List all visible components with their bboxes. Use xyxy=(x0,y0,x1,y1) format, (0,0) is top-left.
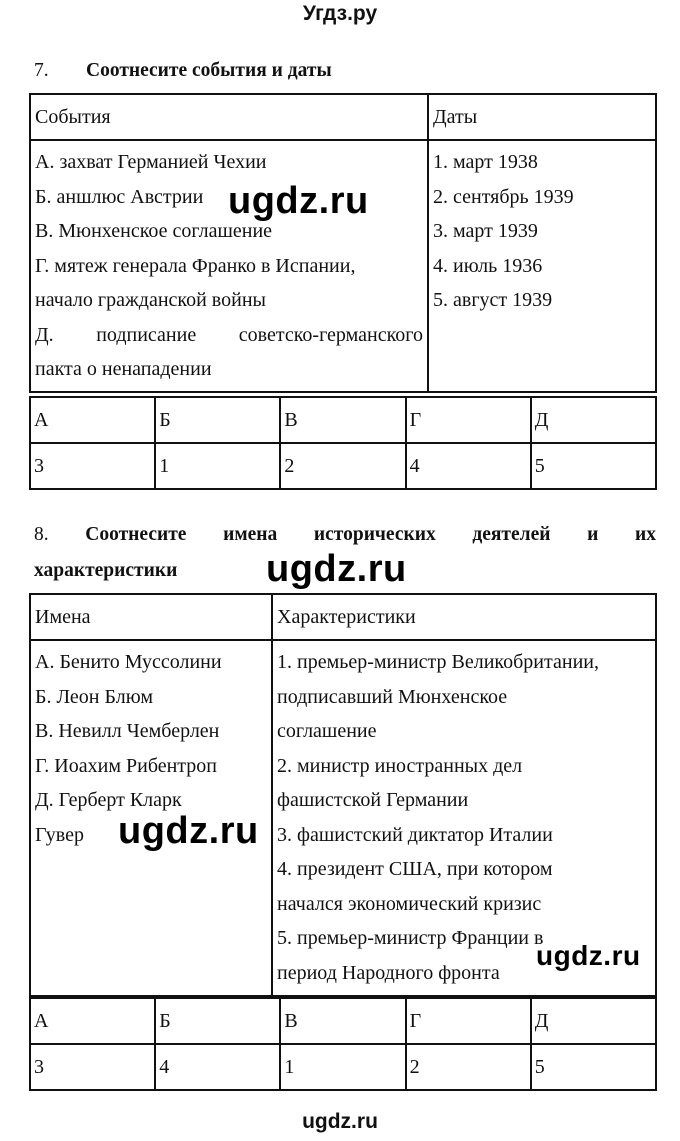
task8-answer-value: 4 xyxy=(155,1044,280,1090)
task7-header-events: События xyxy=(30,94,428,140)
task8-title-line1: Соотнесите имена исторических деятелей и их xyxy=(85,524,657,545)
task8-name-v: В. Невилл Чемберлен xyxy=(35,720,220,742)
task8-title-line2: характеристики xyxy=(34,560,178,581)
task7-answer-letter: Г xyxy=(406,397,531,443)
task7-dates-cell xyxy=(428,140,656,392)
task7-answer-table xyxy=(29,396,657,490)
watermark: ugdz.ru xyxy=(118,810,259,852)
task8-char-4-cont: начался экономический кризис xyxy=(277,892,542,915)
task8-char-1-cont2: соглашение xyxy=(277,720,377,742)
task8-char-3: 3. фашистский диктатор Италии xyxy=(277,823,553,846)
watermark: ugdz.ru xyxy=(228,180,369,222)
task8-answer-value: 3 xyxy=(30,1044,155,1090)
task8-answer-letter: В xyxy=(280,998,405,1044)
task7-heading xyxy=(34,60,332,82)
task8-answer-value: 5 xyxy=(531,1044,656,1090)
site-header: Угдз.ру xyxy=(302,2,378,25)
task7-date-1: 1. март 1938 xyxy=(433,151,538,173)
task8-answer-letter: Д xyxy=(531,998,656,1044)
task7-event-d: Д. подписание советско-германского xyxy=(35,323,423,346)
task7-answer-value: 2 xyxy=(280,443,405,489)
task8-number: 8. xyxy=(34,524,49,545)
task7-answer-value: 4 xyxy=(406,443,531,489)
task7-match-table xyxy=(29,93,657,393)
task8-char-1-cont: подписавший Мюнхенское xyxy=(277,685,508,708)
task8-header-characteristics: Характеристики xyxy=(272,594,656,640)
task8-name-g: Г. Иоахим Рибентроп xyxy=(35,754,217,777)
task7-answer-letter: Д xyxy=(531,397,656,443)
watermark: ugdz.ru xyxy=(266,548,407,590)
task8-char-2: 2. министр иностранных дел xyxy=(277,754,523,777)
task7-events-cell xyxy=(30,140,428,392)
task8-char-1: 1. премьер-министр Великобритании, xyxy=(277,651,599,673)
task8-heading-line2 xyxy=(34,560,177,582)
site-footer: ugdz.ru xyxy=(302,1110,378,1133)
task8-heading xyxy=(34,524,656,546)
task7-answer-value: 5 xyxy=(531,443,656,489)
task7-number: 7. xyxy=(34,60,49,81)
task7-date-5: 5. август 1939 xyxy=(433,289,553,311)
task7-event-v: В. Мюнхенское соглашение xyxy=(35,220,273,242)
task7-date-2: 2. сентябрь 1939 xyxy=(433,185,574,208)
task7-answer-letter: А xyxy=(30,397,155,443)
task8-answer-letter: Б xyxy=(155,998,280,1044)
task7-event-b: Б. аншлюс Австрии xyxy=(35,185,204,208)
task8-answer-letter: Г xyxy=(406,998,531,1044)
task8-answer-table xyxy=(29,997,657,1091)
task7-event-g: Г. мятеж генерала Франко в Испании, xyxy=(35,254,356,277)
task8-match-table xyxy=(29,593,657,997)
task8-answer-letter: А xyxy=(30,998,155,1044)
task8-header-names: Имена xyxy=(30,594,272,640)
task7-title: Соотнесите события и даты xyxy=(86,60,332,81)
task7-header-dates: Даты xyxy=(428,94,656,140)
task8-answer-value: 1 xyxy=(280,1044,405,1090)
task7-answer-letter: Б xyxy=(155,397,280,443)
task7-answer-value: 3 xyxy=(30,443,155,489)
task7-answer-letter: В xyxy=(280,397,405,443)
task8-name-a: А. Бенито Муссолини xyxy=(35,651,222,673)
task7-event-a: А. захват Германией Чехии xyxy=(35,151,267,173)
task7-date-4: 4. июль 1936 xyxy=(433,254,543,277)
task7-event-g-cont: начало гражданской войны xyxy=(35,289,266,311)
task8-name-d-cont: Гувер xyxy=(35,823,85,846)
task8-name-d: Д. Герберт Кларк xyxy=(35,789,182,811)
task7-answer-value: 1 xyxy=(155,443,280,489)
task8-char-2-cont: фашистской Германии xyxy=(277,789,469,811)
task8-answer-value: 2 xyxy=(406,1044,531,1090)
task8-char-4: 4. президент США, при котором xyxy=(277,858,553,880)
task8-char-5: 5. премьер-министр Франции в xyxy=(277,927,544,949)
task7-date-3: 3. март 1939 xyxy=(433,220,538,242)
watermark: ugdz.ru xyxy=(536,940,641,971)
task8-char-5-cont: период Народного фронта xyxy=(277,961,500,984)
task8-name-b: Б. Леон Блюм xyxy=(35,685,154,708)
task7-event-d-cont: пакта о ненападении xyxy=(35,358,212,380)
